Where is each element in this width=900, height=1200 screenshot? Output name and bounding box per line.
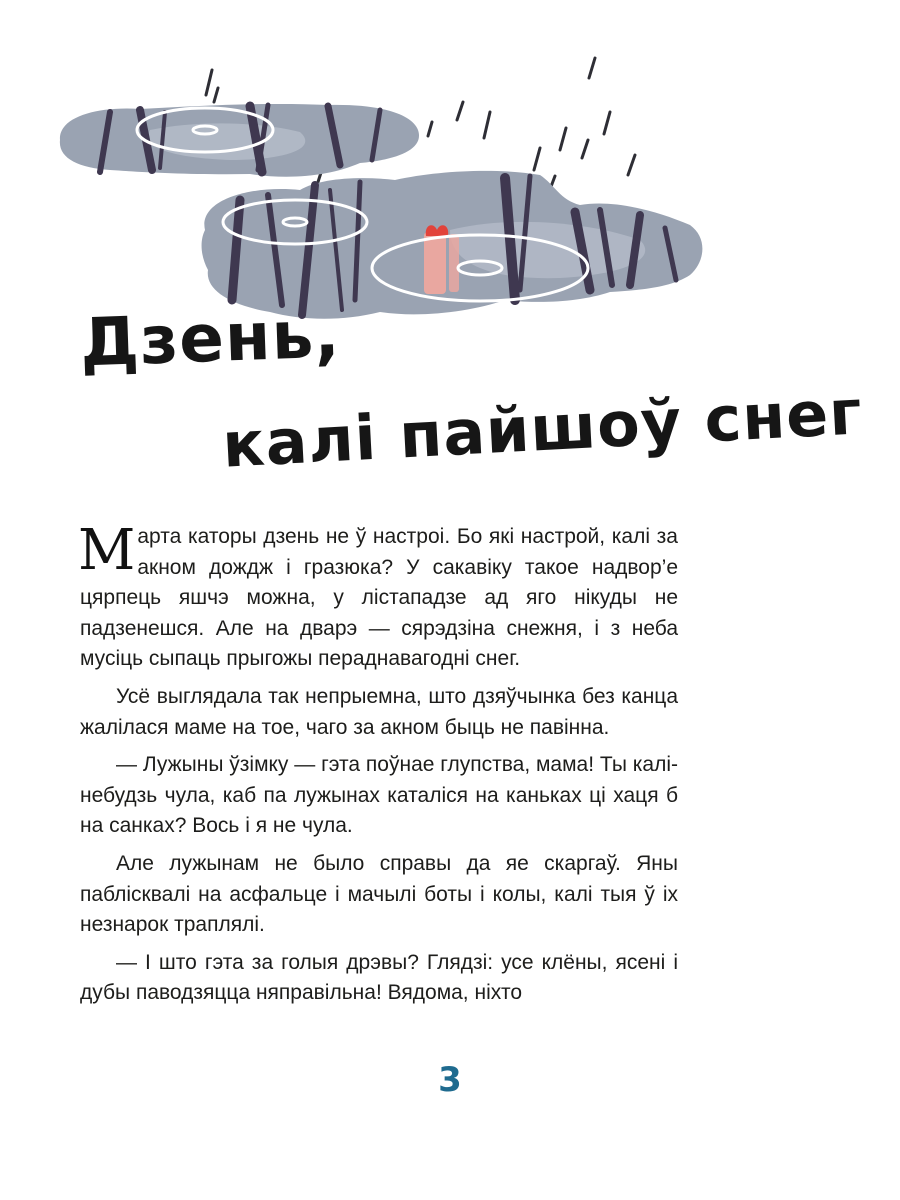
rain-streak: [457, 102, 463, 120]
child-body: [424, 232, 446, 294]
rain-streak: [582, 140, 588, 158]
story-text: [78, 518, 678, 1016]
left-puddle: [60, 104, 419, 177]
paragraph-1: [78, 518, 678, 675]
rain-streak: [589, 58, 595, 78]
paragraph-4: Але лужынам не было справы да яе скаргаў. Яны паблісквалі на асфальце і мачылі боты і колы, калі тыя ў іх незнарок траплялі.: [80, 851, 678, 937]
page-number: 3: [438, 1060, 462, 1100]
chapter-title-line-1: Дзень,: [78, 295, 342, 382]
drop-cap: М: [78, 518, 136, 583]
rain-streak: [534, 148, 540, 170]
paragraph-1-text: арта каторы дзень не ў настроі. Бо які настрой, калі за акном дождж і гразюка? У сакавіку такое надвор’е цярпець яшчэ можна, у лістападзе ад яго нікуды не падзенешся. Але на дварэ — сярэдзіна снежня, і з неба мусіць сыпаць прыгожы пераднавагодні снег.: [80, 525, 678, 671]
rain-streak: [214, 88, 218, 102]
rain-streak: [604, 112, 610, 134]
paragraph-5: — І што гэта за голыя дрэвы? Глядзі: усе клёны, ясені і дубы паводзяцца няправільна! Вядома, ніхто: [80, 950, 678, 1005]
paragraph-2: Усё выглядала так непрыемна, што дзяўчынка без канца жалілася маме на тое, чаго за акном быць не павінна.: [80, 684, 678, 739]
child-legs: [449, 234, 459, 292]
rain-streak: [206, 70, 212, 95]
rain-streak: [428, 122, 432, 136]
paragraph-3: — Лужыны ўзімку — гэта поўнае глупства, мама! Ты калі-небудзь чула, каб па лужынах каталіся на каньках ці хаця б на санках? Вось і я не чула.: [80, 753, 678, 838]
rain-streak: [484, 112, 490, 138]
rain-streak: [560, 128, 566, 150]
chapter-title-line-2: калі пайшоў снег: [220, 375, 865, 482]
rain-streak: [628, 155, 635, 175]
